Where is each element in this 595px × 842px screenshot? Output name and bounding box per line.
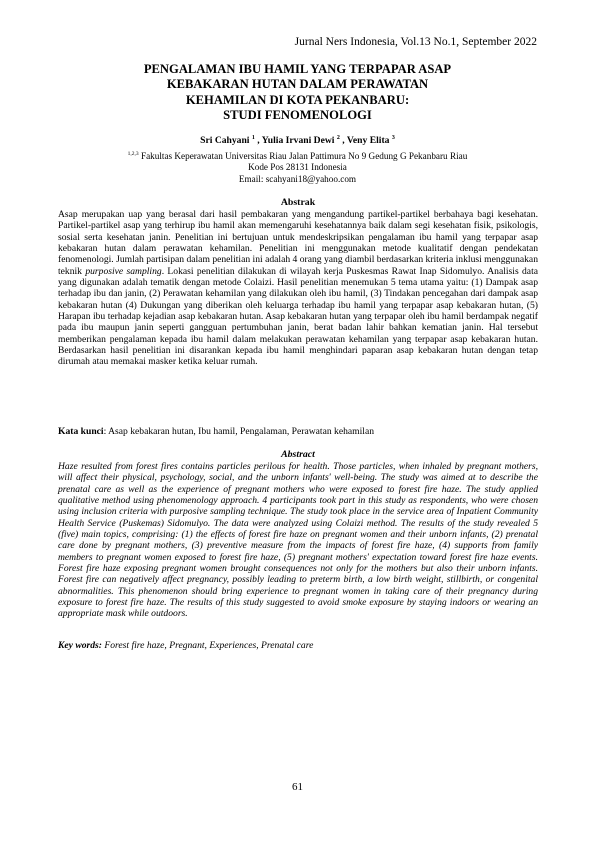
keywords-en-text: Forest fire haze, Pregnant, Experiences, Prenatal care bbox=[101, 640, 314, 651]
article-title bbox=[60, 62, 535, 123]
affiliation bbox=[60, 149, 535, 185]
abstract-en-text: Haze resulted from forest fires contains particles perilous for health. Those particles, when inhaled by pregnant mothers, will affect their physical, psychology, social, and the unborn infants' well-being. The study was aimed at to describe the prenatal care as well as the experience of pregnant mothers who were exposed to forest fire haze. The study applied qualitative method using phenomenology approach. 4 participants took part in this study as respondents, who were chosen using inclusion criteria with purposive sampling technique. The study took place in the service area of Inpatient Community Health Service (Puskemas) Sidomulyo. The data were analyzed using Colaizi method. The results of the study revealed 5 (five) main topics, comprising: (1) the effects of forest fire haze on pregnant women and their unborn infants, (2) prenatal care done by pregnant mothers, (3) preventive measure from the impacts of forest fire haze, (4) supports from family members to pregnant women exposed to forest fire haze, (5) pregnant mothers' expectation toward forest fire haze events. Forest fire haze exposing pregnant women brought consequences not only for the mothers but also their unborn infants. Forest fire can negatively affect pregnancy, possibly leading to preterm birth, a low birth weight, stillbirth, or congenital abnormalities. This phenomenon should bring experience to pregnant women in taking care of their pregnancy during exposure to forest fire haze. The results of this study suggested to avoid smoke exposure by staying indoors or wearing an appropriate mask while outdoors. bbox=[58, 461, 538, 620]
author-name: Sri Cahyani bbox=[200, 135, 250, 147]
keywords-id-label: Kata kunci bbox=[58, 426, 104, 437]
abstract-id-heading: Abstrak bbox=[280, 197, 316, 208]
title-line: KEBAKARAN HUTAN DALAM PERAWATAN bbox=[166, 77, 429, 92]
author-sup: 3 bbox=[391, 135, 395, 141]
keywords-en bbox=[58, 640, 538, 651]
affiliation-sup: 1,2,3 bbox=[127, 151, 139, 157]
author-sup: 1 bbox=[251, 135, 255, 141]
author-name: Veny Elita bbox=[346, 135, 390, 147]
affiliation-line bbox=[60, 149, 535, 162]
journal-header: Jurnal Ners Indonesia, Vol.13 No.1, September 2022 bbox=[294, 36, 537, 48]
author-separator: , bbox=[257, 135, 262, 147]
author-list bbox=[60, 135, 535, 146]
author-separator: , bbox=[342, 135, 347, 147]
author-name: Yulia Irvani Dewi bbox=[261, 135, 335, 147]
page-number: 61 bbox=[292, 781, 303, 793]
abstract-id-italic: purposive sampling bbox=[85, 265, 162, 277]
title-line: STUDI FENOMENOLOGI bbox=[223, 107, 372, 122]
title-line: PENGALAMAN IBU HAMIL YANG TERPAPAR ASAP bbox=[143, 62, 452, 76]
abstract-id-part: . Lokasi penelitian dilakukan di wilayah kerja Puskesmas Rawat Inap Sidomulyo. Analisis data yang digunakan adalah tematik dengan metode Colaizi. Hasil penelitian menemukan 5 tema utama yaitu: (1) Dampak asap terhadap ibu dan janin, (2) Perawatan kehamilan yang dilakukan oleh ibu hamil, (3) Tindakan pencegahan dari dampak asap kebakaran hutan (4) Dukungan yang diberikan oleh keluarga terhadap ibu hamil yang terpapar asap kebakaran hutan, (5) Harapan ibu terhadap kejadian asap kebakaran hutan. Asap kebakaran hutan yang terpapar oleh ibu hamil berdampak negatif pada ibu maupun janin seperti gangguan pertumbuhan janin, berat badan lahir bahkan kematian janin. Hal tersebut memberikan pengalaman kepada ibu hamil dalam melakukan perawatan kehamilan yang terpapar asap kebakaran hutan. Berdasarkan hasil penelitian ini disarankan kepada ibu hamil menghindari paparan asap kebakaran hutan dengan tetap dirumah atau memakai masker ketika keluar rumah. bbox=[58, 265, 538, 368]
affiliation-postcode: Kode Pos 28131 Indonesia bbox=[248, 162, 347, 173]
title-line: KEHAMILAN DI KOTA PEKANBARU: bbox=[185, 92, 410, 107]
abstract-id-part: Asap merupakan uap yang berasal dari hasil pembakaran yang mengandung partikel-partikel berbahaya bagi kesehatan. Partikel-partikel asap yang terhirup ibu hamil akan memengaruhi kesehatannya baik dalam segi kesehatan fisik, psikologis, sosial serta kesehatan janin. Penelitian ini bertujuan untuk mendeskripsikan pengalaman ibu hamil yang terpapar asap kebakaran hutan dalam perawatan kehamilan. Penelitian ini menggunakan metode kualitatif dengan pendekatan fenomenologi. Jumlah partisipan dalam penelitian ini adalah 4 orang yang diambil berdasarkan kriteria inklusi menggunakan teknik bbox=[58, 209, 538, 277]
abstract-id-text bbox=[58, 209, 538, 368]
keywords-en-label: Key words: bbox=[58, 640, 102, 651]
affiliation-email: Email: scahyani18@yahoo.com bbox=[238, 173, 357, 184]
keywords-id-text: : Asap kebakaran hutan, Ibu hamil, Pengalaman, Perawatan kehamilan bbox=[103, 426, 374, 437]
keywords-id bbox=[58, 426, 538, 437]
abstract-en-heading: Abstract bbox=[281, 449, 315, 460]
author-sup: 2 bbox=[336, 135, 340, 141]
affiliation-text: Fakultas Keperawatan Universitas Riau Jalan Pattimura No 9 Gedung G Pekanbaru Riau bbox=[140, 151, 468, 162]
